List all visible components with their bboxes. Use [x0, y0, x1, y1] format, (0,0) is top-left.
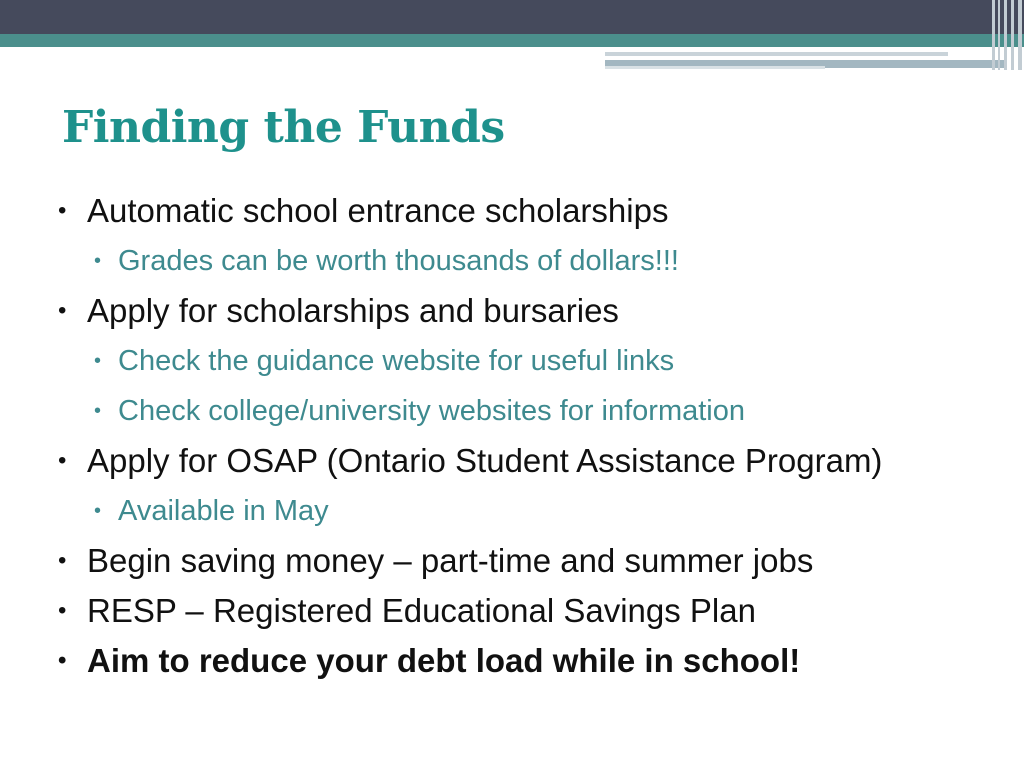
sub-bullet-item: • Available in May [58, 488, 998, 534]
bullet-item: • RESP – Registered Educational Savings Plan [58, 588, 998, 634]
sub-bullet-item: • Check the guidance website for useful links [58, 338, 998, 384]
bullet-item: • Begin saving money – part-time and summer jobs [58, 538, 998, 584]
bullet-item: • Apply for scholarships and bursaries [58, 288, 998, 334]
decorative-stripe [998, 0, 1000, 70]
decorative-stripe [1018, 0, 1022, 70]
bullet-item: • Automatic school entrance scholarships [58, 188, 998, 234]
decorative-stripe [992, 0, 995, 70]
sub-bullet-item: • Check college/university websites for information [58, 388, 998, 434]
header-accent-line [605, 52, 948, 56]
sub-bullet-item: • Grades can be worth thousands of dollars!!! [58, 238, 998, 284]
decorative-stripe [1011, 0, 1014, 70]
header-accent-line [605, 66, 825, 69]
bullet-list [58, 188, 998, 688]
bullet-item-emphasis: • Aim to reduce your debt load while in school! [58, 638, 998, 684]
slide-title: Finding the Funds [62, 102, 505, 153]
header-bar [0, 0, 1024, 34]
bullet-item: • Apply for OSAP (Ontario Student Assistance Program) [58, 438, 998, 484]
decorative-stripe [1004, 0, 1007, 70]
header-accent-band [0, 34, 1024, 47]
